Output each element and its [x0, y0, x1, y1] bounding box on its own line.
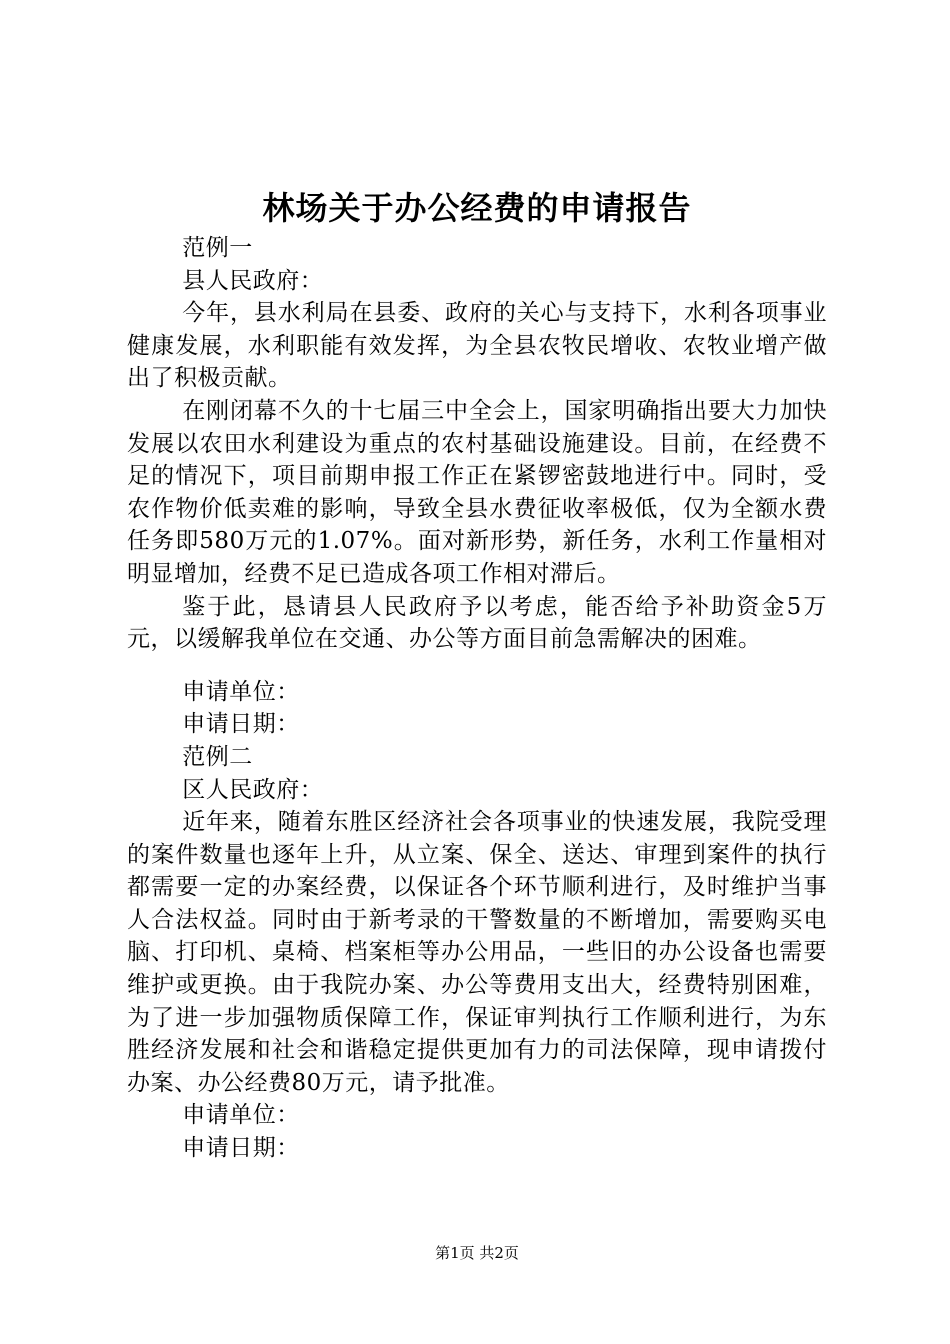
applicant-unit-label: 申请单位： — [182, 678, 300, 705]
application-date-label: 申请日期： — [182, 711, 300, 738]
document-page — [127, 0, 827, 1344]
paragraph-situation: 在刚闭幕不久的十七届三中全会上，国家明确指出要大力加快发展以农田水利建设为重点的农村基础设施建设。目前，在经费不足的情况下，项目前期申报工作正在紧锣密鼓地进行中。同时，受农作物价低卖难的影响，导致全县水费征收率极低，仅为全额水费任务即580万元的1.07%。面对新形势，新任务，水利工作量相对明显增加，经费不足已造成各项工作相对滞后。 — [127, 397, 827, 587]
applicant-unit-label-2: 申请单位： — [182, 1102, 300, 1129]
paragraph-request: 鉴于此，恳请县人民政府予以考虑，能否给予补助资金5万元，以缓解我单位在交通、办公等方面目前急需解决的困难。 — [127, 593, 827, 653]
salutation-district-government: 区人民政府： — [182, 776, 324, 803]
document-title: 林场关于办公经费的申请报告 — [262, 189, 692, 227]
example-one-heading: 范例一 — [182, 235, 253, 261]
paragraph-court-request: 近年来，随着东胜区经济社会各项事业的快速发展，我院受理的案件数量也逐年上升，从立案、保全、送达、审理到案件的执行都需要一定的办案经费，以保证各个环节顺利进行，及时维护当事人合法权益。同时由于新考录的干警数量的不断增加，需要购买电脑、打印机、桌椅、档案柜等办公用品，一些旧的办公设备也需要维护或更换。由于我院办案、办公等费用支出大，经费特别困难，为了进一步加强物质保障工作，保证审判执行工作顺利进行，为东胜经济发展和社会和谐稳定提供更加有力的司法保障，现申请拨付办案、办公经费80万元，请予批准。 — [127, 809, 827, 1096]
salutation-county-government: 县人民政府： — [182, 267, 324, 294]
document-body — [127, 232, 827, 1165]
application-date-label-2: 申请日期： — [182, 1135, 300, 1162]
example-two-heading: 范例二 — [182, 743, 253, 770]
paragraph-intro: 今年，县水利局在县委、政府的关心与支持下，水利各项事业健康发展，水利职能有效发挥，为全县农牧民增收、农牧业增产做出了积极贡献。 — [127, 300, 827, 392]
page-indicator: 第1页 共2页 — [435, 1244, 519, 1262]
